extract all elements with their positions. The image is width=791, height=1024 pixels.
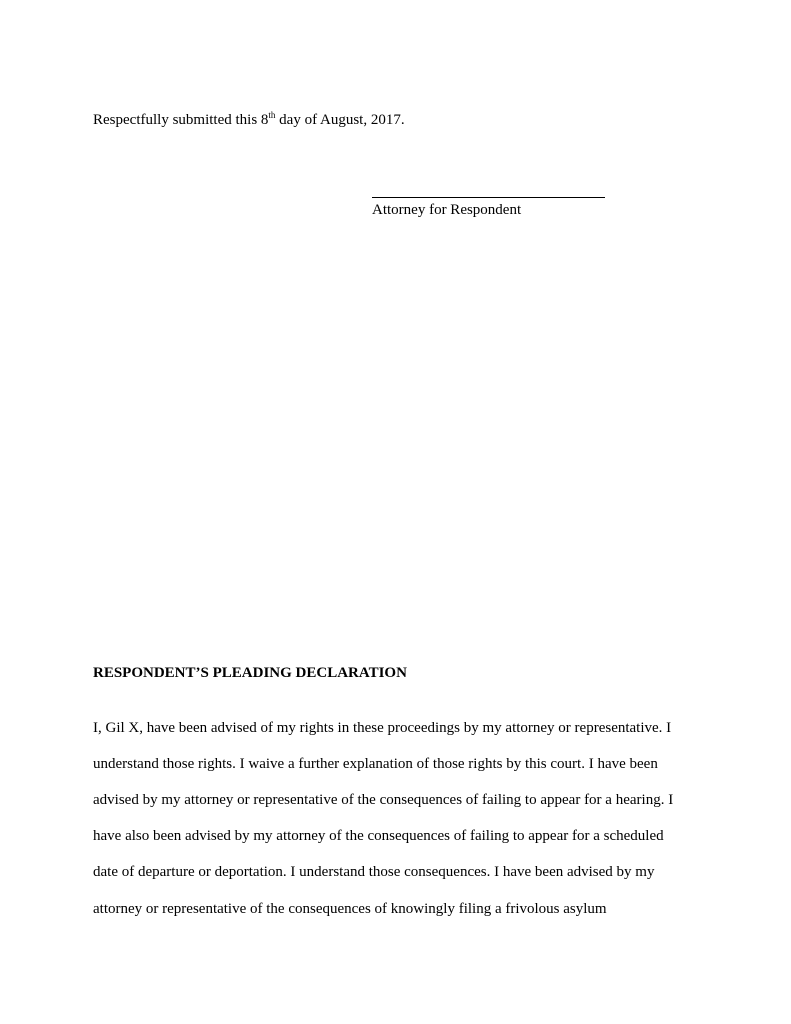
submission-statement: [93, 111, 405, 129]
declaration-line: have also been advised by my attorney of the consequences of failing to appear for a scheduled: [93, 828, 664, 844]
declaration-heading: RESPONDENT’S PLEADING DECLARATION: [93, 665, 407, 681]
signature-line: [372, 197, 605, 198]
submission-ordinal-suffix: th: [268, 110, 276, 120]
declaration-line: I, Gil X, have been advised of my rights in these proceedings by my attorney or representative. I: [93, 720, 672, 736]
declaration-line: attorney or representative of the consequences of knowingly filing a frivolous asylum: [93, 901, 607, 917]
declaration-line: understand those rights. I waive a further explanation of those rights by this court. I have been: [93, 756, 658, 772]
declaration-line: advised by my attorney or representative of the consequences of failing to appear for a hearing. I: [93, 792, 674, 808]
declaration-line: date of departure or deportation. I understand those consequences. I have been advised by my: [93, 864, 655, 880]
submission-prefix: Respectfully submitted this 8: [93, 112, 269, 128]
signature-caption: Attorney for Respondent: [372, 202, 522, 218]
submission-suffix: day of August, 2017.: [275, 112, 405, 128]
